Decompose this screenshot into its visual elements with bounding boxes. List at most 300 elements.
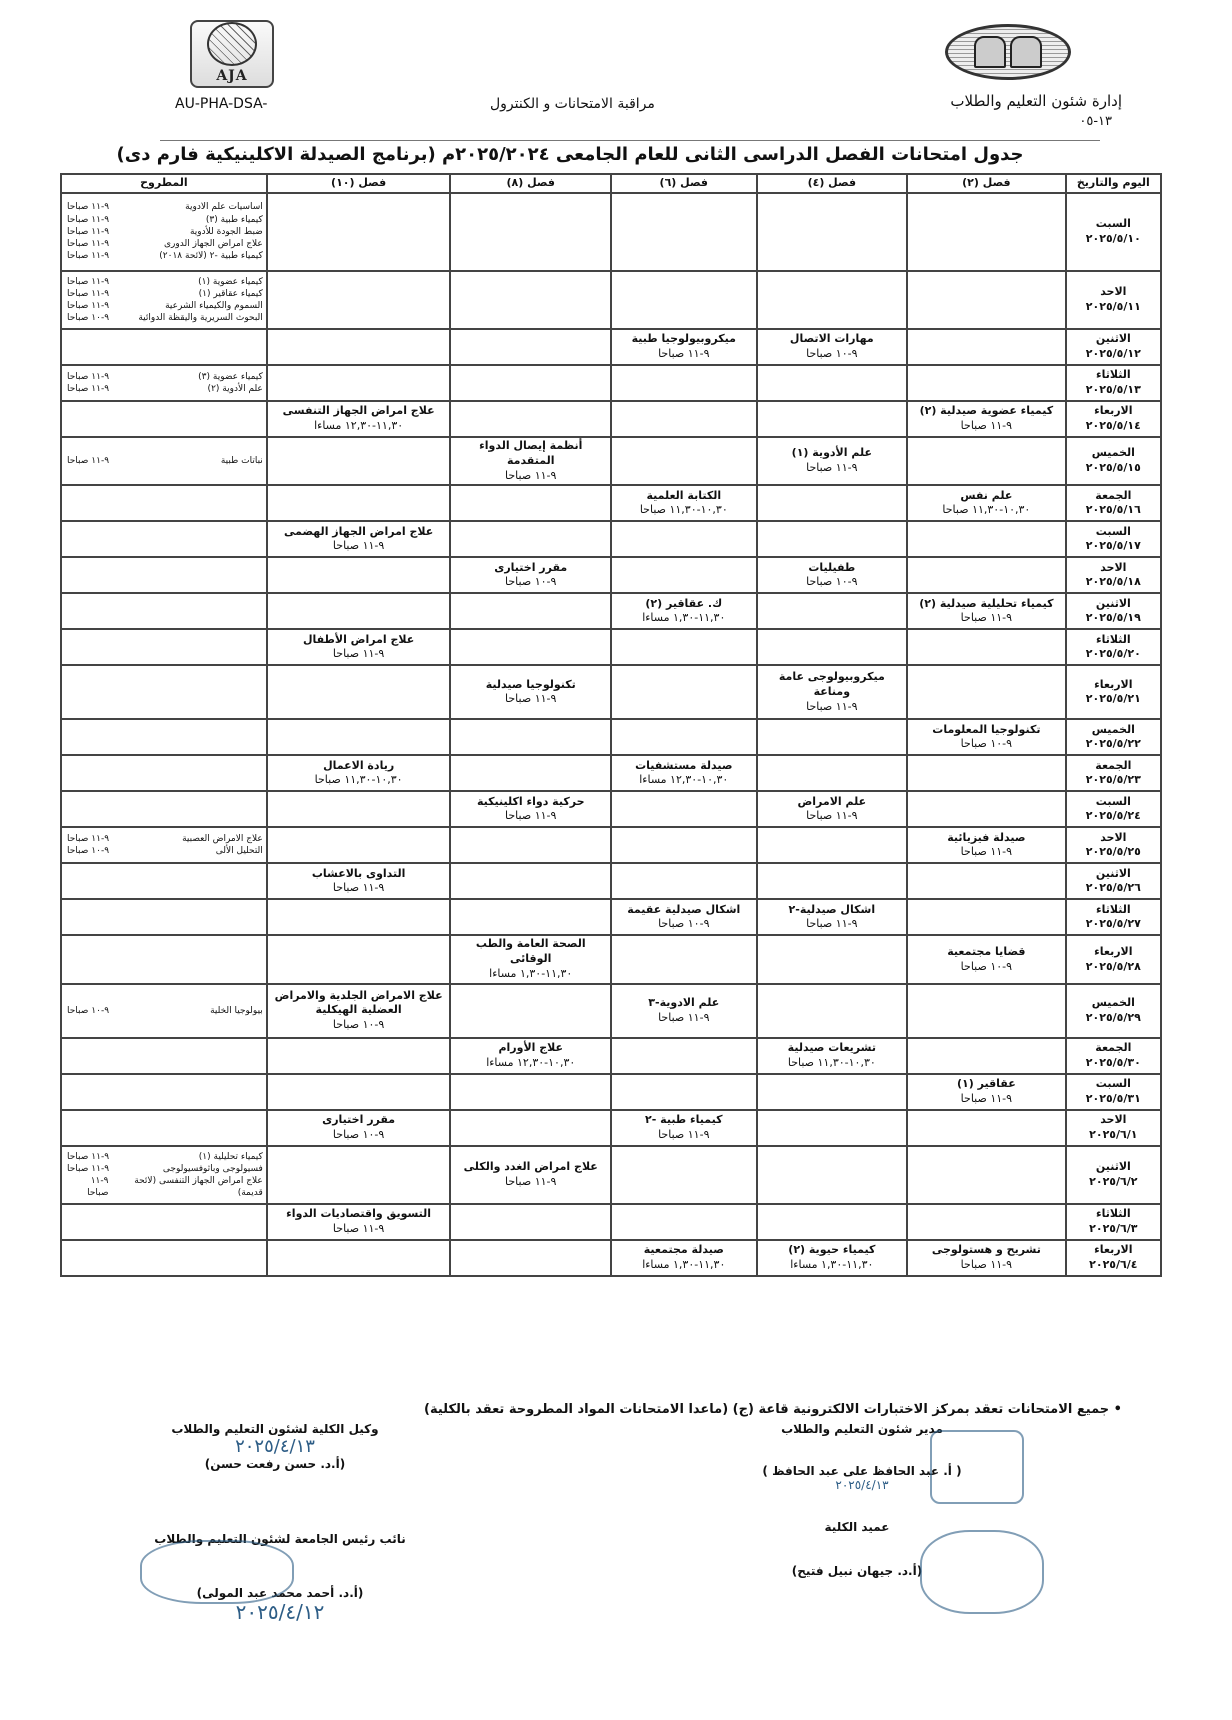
exam-schedule-table — [60, 173, 1162, 1277]
exam-time: ٩-١١ صباحا — [960, 611, 1013, 625]
exam-time: ٩-١١ صباحا — [67, 238, 110, 249]
exam-cell-f6 — [611, 827, 757, 863]
course-name: السموم والكيمياء الشرعية — [165, 300, 263, 311]
day-name: الاثنين — [1095, 866, 1131, 880]
course-name: اشكال صيدلية-٢ — [788, 902, 876, 916]
exam-cell-f2 — [907, 665, 1066, 719]
table-row — [61, 437, 1161, 486]
course-name: ميكروبيولوجيا طبية — [631, 332, 736, 345]
course-name: علاج امراض الجهاز الدورى — [164, 238, 263, 249]
table-row — [61, 629, 1161, 665]
table-body — [61, 193, 1161, 1276]
exam-entry — [271, 633, 447, 663]
exam-date: ٢٠٢٥/٥/٢٧ — [1085, 917, 1141, 931]
exam-time: ٩-١١ صباحا — [658, 1010, 710, 1024]
day-date-cell — [1066, 329, 1161, 365]
course-name: علاج امراض الغدد والكلى — [463, 1160, 598, 1174]
exam-date: ٢٠٢٥/٥/٢٨ — [1085, 959, 1141, 973]
exam-cell-f8 — [450, 485, 611, 521]
exam-cell-f6 — [611, 791, 757, 827]
exam-cell-f4 — [757, 665, 908, 719]
table-row — [61, 401, 1161, 437]
exam-time: ٩-١١ صباحا — [505, 809, 557, 823]
exam-cell-f10 — [267, 401, 451, 437]
offered-courses-cell — [61, 755, 267, 791]
offered-courses-cell — [61, 899, 267, 935]
exam-cell-f8 — [450, 1110, 611, 1146]
exam-cell-f8 — [450, 791, 611, 827]
handwritten-signature — [930, 1430, 1024, 1504]
exam-cell-f2 — [907, 1204, 1066, 1240]
offered-courses-cell — [61, 1240, 267, 1276]
course-name: كيمياء حيوية (٢) — [788, 1243, 876, 1257]
table-row — [61, 984, 1161, 1038]
exam-entry — [761, 446, 904, 476]
exam-entry — [911, 1077, 1062, 1107]
exam-cell-f10 — [267, 1038, 451, 1074]
globe-icon — [207, 22, 257, 66]
exam-cell-f6 — [611, 1204, 757, 1240]
day-date-cell — [1066, 593, 1161, 629]
exam-time: ٩-١١ صباحا — [67, 834, 110, 845]
signature-role: عميد الكلية — [824, 1520, 890, 1534]
exam-cell-f10 — [267, 629, 451, 665]
exam-entry — [615, 1113, 753, 1143]
header-divider — [160, 140, 1100, 141]
table-row — [61, 1240, 1161, 1276]
offered-course-entry — [65, 1163, 263, 1175]
exam-time: ٩-١١ صباحا — [332, 647, 385, 661]
table-row — [61, 863, 1161, 899]
table-row — [61, 329, 1161, 365]
exam-cell-f10 — [267, 329, 451, 365]
exam-time: ٩-١١ صباحا — [67, 276, 110, 287]
day-date-cell — [1066, 863, 1161, 899]
exam-cell-f4 — [757, 899, 908, 935]
exam-date: ٢٠٢٥/٥/١٧ — [1085, 539, 1141, 553]
exam-cell-f2 — [907, 557, 1066, 593]
exam-cell-f6 — [611, 1110, 757, 1146]
exam-date: ٢٠٢٥/٥/٢٦ — [1085, 881, 1141, 895]
day-name: الجمعة — [1095, 1041, 1132, 1055]
course-name: البحوث السريرية واليقظة الدوائية — [138, 312, 263, 323]
exam-time: ١٠,٣٠-١١,٣٠ صباحا — [942, 503, 1031, 517]
exam-cell-f4 — [757, 193, 908, 271]
day-name: السبت — [1095, 524, 1131, 538]
day-date-cell — [1066, 1204, 1161, 1240]
offered-course-entry — [65, 201, 263, 213]
exam-cell-f4 — [757, 1110, 908, 1146]
table-row — [61, 935, 1161, 984]
exam-time: ٩-١١ صباحا — [332, 881, 385, 895]
exam-cell-f2 — [907, 827, 1066, 863]
exam-date: ٢٠٢٥/٥/١٨ — [1085, 575, 1141, 589]
course-name: ضبط الجودة للأدوية — [189, 226, 263, 237]
exam-cell-f8 — [450, 557, 611, 593]
course-name: تكنولوجيا صيدلية — [485, 677, 576, 691]
emblem-panel-icon — [1010, 36, 1042, 68]
exam-time: ٩-١١ صباحا — [67, 251, 110, 262]
exam-cell-f8 — [450, 665, 611, 719]
day-date-cell — [1066, 665, 1161, 719]
day-name: الاربعاء — [1094, 1243, 1133, 1257]
department-number: ١٣-٠٥ — [1079, 114, 1112, 129]
exam-cell-f8 — [450, 755, 611, 791]
exam-date: ٢٠٢٥/٥/١١ — [1085, 299, 1141, 313]
offered-courses-cell — [61, 863, 267, 899]
offered-course-entry — [65, 214, 263, 226]
day-name: السبت — [1095, 794, 1131, 808]
day-name: الاربعاء — [1094, 677, 1133, 691]
day-name: الاثنين — [1095, 596, 1131, 610]
exam-entry — [911, 1243, 1062, 1273]
course-name: مهارات الاتصال — [789, 332, 874, 345]
day-name: الخميس — [1091, 996, 1135, 1010]
offered-courses-cell — [61, 984, 267, 1038]
course-name: كيمياء تحليلية صيدلية (٢) — [919, 596, 1054, 610]
offered-course-entry — [65, 455, 263, 467]
exam-time: ٩-١١ صباحا — [505, 468, 557, 482]
day-date-cell — [1066, 899, 1161, 935]
exam-time: ٩-١١ صباحا — [67, 214, 110, 225]
exam-cell-f4 — [757, 863, 908, 899]
offered-course-entry — [65, 371, 263, 383]
exam-entry — [761, 670, 904, 715]
course-name: كيمياء طبية (٣) — [205, 214, 263, 225]
exam-date: ٢٠٢٥/٥/٢٥ — [1085, 845, 1141, 859]
exam-cell-f2 — [907, 521, 1066, 557]
exam-cell-f6 — [611, 193, 757, 271]
column-header-level2: فصل (٢) — [907, 174, 1066, 193]
table-row — [61, 719, 1161, 755]
exam-entry — [454, 795, 607, 825]
offered-courses-cell — [61, 719, 267, 755]
offered-course-entry — [65, 312, 263, 324]
exam-time: ٩-١٠ صباحا — [658, 917, 710, 931]
day-name: الاحد — [1100, 830, 1127, 844]
offered-courses-cell — [61, 485, 267, 521]
page-title: جدول امتحانات الفصل الدراسى الثانى للعام الجامعى ٢٠٢٥/٢٠٢٤م (برنامج الصيدلة الاكلينيكية فارم دى) — [116, 144, 1024, 165]
exam-time: ٩-١١ صباحا — [960, 1257, 1013, 1271]
course-name: علاج الامراض الجلدية والامراض العضلية الهيكلية — [274, 988, 443, 1017]
exam-time: ٩-١٠ صباحا — [332, 1127, 385, 1141]
course-name: الصحة العامة والطب الوقائى — [475, 937, 586, 966]
exam-entry — [911, 831, 1062, 861]
column-header-day: اليوم والتاريخ — [1066, 174, 1161, 193]
exam-entry — [615, 597, 753, 627]
exam-cell-f2 — [907, 863, 1066, 899]
exam-cell-f6 — [611, 629, 757, 665]
exam-time: ٩-١١ صباحا — [505, 692, 557, 706]
exam-cell-f4 — [757, 1146, 908, 1204]
offered-courses-cell — [61, 629, 267, 665]
exam-cell-f4 — [757, 329, 908, 365]
day-date-cell — [1066, 1038, 1161, 1074]
exam-cell-f2 — [907, 329, 1066, 365]
offered-courses-cell — [61, 1074, 267, 1110]
day-date-cell — [1066, 1240, 1161, 1276]
exam-time: ١٠,٣٠-١١,٣٠ صباحا — [639, 503, 728, 517]
table-header-row — [61, 174, 1161, 193]
exam-cell-f8 — [450, 935, 611, 984]
exam-cell-f10 — [267, 593, 451, 629]
course-name: التسويق واقتصاديات الدواء — [286, 1207, 432, 1221]
exam-date: ٢٠٢٥/٦/١ — [1089, 1127, 1138, 1141]
offered-course-entry — [65, 300, 263, 312]
course-name: كيمياء عقاقير (١) — [198, 288, 263, 299]
exam-time: ٩-١١ صباحا — [960, 1091, 1013, 1105]
signature-block-vice-dean — [160, 1422, 390, 1471]
table-row — [61, 193, 1161, 271]
exam-time: ٩-١١ صباحا — [658, 346, 710, 360]
signature-date: ٢٠٢٥/٤/١٣ — [835, 1478, 889, 1492]
exam-cell-f6 — [611, 365, 757, 401]
exam-cell-f8 — [450, 329, 611, 365]
exam-cell-f10 — [267, 521, 451, 557]
signature-name: (أ.د. حسن رفعت حسن) — [204, 1457, 346, 1471]
exam-cell-f4 — [757, 557, 908, 593]
course-name: ميكروبيولوجى عامة ومناعة — [778, 670, 885, 698]
day-date-cell — [1066, 521, 1161, 557]
day-date-cell — [1066, 193, 1161, 271]
day-name: الاثنين — [1095, 1160, 1131, 1174]
course-name: علاج الامراض العصبية — [182, 834, 263, 845]
exam-time: ١١,٣٠-١,٣٠ مساءا — [790, 1257, 874, 1271]
offered-course-entry — [65, 1175, 263, 1199]
exam-cell-f10 — [267, 665, 451, 719]
exam-entry — [271, 525, 447, 555]
exam-cell-f10 — [267, 557, 451, 593]
exam-cell-f4 — [757, 1204, 908, 1240]
exam-cell-f2 — [907, 1038, 1066, 1074]
emblem-panel-icon — [974, 36, 1006, 68]
exam-cell-f4 — [757, 401, 908, 437]
course-name: صيدلة مجتمعية — [643, 1243, 724, 1257]
exam-cell-f2 — [907, 1074, 1066, 1110]
exam-cell-f4 — [757, 935, 908, 984]
exam-cell-f6 — [611, 485, 757, 521]
exam-time: ١٠,٣٠-١٢,٣٠ مساءا — [486, 1055, 576, 1069]
exam-cell-f8 — [450, 1240, 611, 1276]
exam-cell-f10 — [267, 485, 451, 521]
exam-cell-f10 — [267, 271, 451, 329]
exam-cell-f6 — [611, 935, 757, 984]
exam-cell-f10 — [267, 193, 451, 271]
exam-cell-f4 — [757, 1240, 908, 1276]
exam-cell-f10 — [267, 365, 451, 401]
day-name: الجمعة — [1095, 488, 1132, 502]
exam-cell-f10 — [267, 899, 451, 935]
exam-cell-f6 — [611, 1240, 757, 1276]
course-name: كيمياء طبية -٢ (لائحة ٢٠١٨) — [159, 251, 263, 262]
document-code: AU-PHA-DSA- — [175, 96, 268, 112]
exam-cell-f4 — [757, 984, 908, 1038]
offered-courses-cell — [61, 329, 267, 365]
exam-cell-f4 — [757, 629, 908, 665]
exam-entry — [615, 759, 753, 789]
exam-entry — [454, 561, 607, 591]
day-name: الاحد — [1100, 560, 1127, 574]
exam-cell-f10 — [267, 719, 451, 755]
course-name: طفيليات — [808, 560, 856, 574]
control-office-label: مراقبة الامتحانات و الكنترول — [490, 96, 655, 112]
day-date-cell — [1066, 827, 1161, 863]
offered-courses-cell — [61, 935, 267, 984]
exam-entry — [761, 1041, 904, 1071]
exam-time: ٩-١٠ صباحا — [806, 346, 858, 360]
exam-entry — [911, 945, 1062, 975]
exam-entry — [454, 678, 607, 708]
exam-cell-f2 — [907, 437, 1066, 486]
signature-name: (أ.د. أحمد محمد عبد المولى) — [196, 1586, 364, 1600]
offered-course-entry — [65, 845, 263, 857]
column-header-level10: فصل (١٠) — [267, 174, 451, 193]
exam-time: ٩-١١ صباحا — [960, 418, 1013, 432]
offered-course-entry — [65, 1005, 263, 1017]
offered-course-entry — [65, 383, 263, 395]
exam-cell-f10 — [267, 1074, 451, 1110]
table-row — [61, 271, 1161, 329]
exam-cell-f2 — [907, 984, 1066, 1038]
table-row — [61, 755, 1161, 791]
exam-cell-f6 — [611, 1038, 757, 1074]
offered-courses-cell — [61, 193, 267, 271]
course-name: فسيولوجى وباثوفسيولوجى — [162, 1163, 263, 1174]
footer-note-text: جميع الامتحانات تعقد بمركز الاختبارات الالكترونية قاعة (ج) (ماعدا الامتحانات المواد المطروحة تعقد بالكلية) — [424, 1402, 1110, 1417]
offered-courses-cell — [61, 827, 267, 863]
column-header-level4: فصل (٤) — [757, 174, 908, 193]
exam-time: ٩-١١ صباحا — [332, 1221, 385, 1235]
course-name: ك. عقاقير (٢) — [645, 596, 723, 610]
day-date-cell — [1066, 719, 1161, 755]
course-name: حركية دواء اكلينيكية — [476, 794, 585, 808]
exam-cell-f6 — [611, 719, 757, 755]
exam-entry — [271, 989, 447, 1034]
day-date-cell — [1066, 755, 1161, 791]
exam-cell-f8 — [450, 863, 611, 899]
exam-cell-f6 — [611, 329, 757, 365]
offered-courses-cell — [61, 521, 267, 557]
exam-cell-f10 — [267, 1110, 451, 1146]
day-name: الثلاثاء — [1096, 1207, 1131, 1221]
exam-time: ٩-١٠ صباحا — [806, 575, 858, 589]
course-name: كيمياء عضوية صيدلية (٢) — [919, 404, 1054, 417]
exam-time: ٩-١١ صباحا — [87, 1175, 109, 1199]
course-name: علم نفس — [960, 488, 1013, 502]
exam-time: ١١,٣٠-١٢,٣٠ مساءا — [314, 418, 404, 432]
offered-course-entry — [65, 833, 263, 845]
course-name: الكتابة العلمية — [646, 488, 722, 502]
signature-role: نائب رئيس الجامعة لشئون التعليم والطلاب — [154, 1532, 406, 1546]
exam-date: ٢٠٢٥/٥/١٩ — [1085, 611, 1141, 625]
exam-date: ٢٠٢٥/٥/١٣ — [1085, 382, 1141, 396]
exam-entry — [615, 903, 753, 933]
exam-date: ٢٠٢٥/٥/٢٤ — [1085, 809, 1141, 823]
day-date-cell — [1066, 791, 1161, 827]
exam-time: ٩-١١ صباحا — [658, 1127, 710, 1141]
exam-entry — [615, 1243, 753, 1273]
offered-course-entry — [65, 1151, 263, 1163]
exam-cell-f2 — [907, 899, 1066, 935]
exam-cell-f8 — [450, 1146, 611, 1204]
exam-cell-f8 — [450, 899, 611, 935]
exam-cell-f4 — [757, 271, 908, 329]
exam-entry — [454, 937, 607, 982]
exam-cell-f10 — [267, 1240, 451, 1276]
footer-note: • جميع الامتحانات تعقد بمركز الاختبارات الالكترونية قاعة (ج) (ماعدا الامتحانات المواد المطروحة تعقد بالكلية) — [424, 1402, 1122, 1417]
day-name: الثلاثاء — [1096, 632, 1131, 646]
exam-cell-f4 — [757, 365, 908, 401]
table-row — [61, 365, 1161, 401]
day-name: السبت — [1095, 217, 1131, 230]
course-name: التداوى بالاعشاب — [311, 866, 406, 880]
exam-cell-f6 — [611, 521, 757, 557]
table-row — [61, 1146, 1161, 1204]
course-name: علاج امراض الأطفال — [302, 632, 415, 646]
exam-time: ١١,٣٠-١,٣٠ مساءا — [489, 967, 573, 981]
table-row — [61, 1074, 1161, 1110]
exam-time: ٩-١١ صباحا — [806, 917, 858, 931]
exam-time: ١٠,٣٠-١٢,٣٠ مساءا — [639, 773, 729, 787]
handwritten-signature — [920, 1530, 1044, 1614]
day-name: الاربعاء — [1094, 404, 1133, 417]
exam-entry — [911, 597, 1062, 627]
day-date-cell — [1066, 437, 1161, 486]
exam-cell-f6 — [611, 899, 757, 935]
table-row — [61, 899, 1161, 935]
exam-time: ٩-١٠ صباحا — [332, 1018, 385, 1032]
exam-cell-f2 — [907, 1110, 1066, 1146]
exam-cell-f6 — [611, 863, 757, 899]
exam-cell-f10 — [267, 935, 451, 984]
offered-courses-cell — [61, 437, 267, 486]
day-date-cell — [1066, 1146, 1161, 1204]
offered-courses-cell — [61, 1038, 267, 1074]
exam-cell-f8 — [450, 629, 611, 665]
offered-courses-cell — [61, 557, 267, 593]
offered-courses-cell — [61, 271, 267, 329]
exam-cell-f2 — [907, 935, 1066, 984]
exam-cell-f8 — [450, 1038, 611, 1074]
exam-cell-f8 — [450, 437, 611, 486]
offered-courses-cell — [61, 1146, 267, 1204]
exam-entry — [454, 1041, 607, 1071]
exam-date: ٢٠٢٥/٥/١٠ — [1085, 231, 1141, 245]
offered-course-entry — [65, 226, 263, 238]
day-date-cell — [1066, 271, 1161, 329]
day-date-cell — [1066, 984, 1161, 1038]
offered-courses-cell — [61, 1204, 267, 1240]
exam-cell-f8 — [450, 365, 611, 401]
exam-entry — [761, 561, 904, 591]
exam-cell-f6 — [611, 271, 757, 329]
day-name: الثلاثاء — [1096, 368, 1131, 381]
offered-courses-cell — [61, 791, 267, 827]
exam-date: ٢٠٢٥/٥/٢٣ — [1085, 773, 1141, 787]
offered-courses-cell — [61, 1110, 267, 1146]
table-row — [61, 485, 1161, 521]
course-name: صيدلة مستشفيات — [635, 758, 733, 772]
exam-cell-f4 — [757, 1074, 908, 1110]
exam-cell-f6 — [611, 755, 757, 791]
exam-cell-f6 — [611, 437, 757, 486]
signature-name: ( أ. عبد الحافظ على عبد الحافظ ) — [762, 1464, 962, 1478]
exam-entry — [271, 867, 447, 897]
exam-date: ٢٠٢٥/٥/٢٠ — [1085, 647, 1141, 661]
course-name: كيمياء عضوية (١) — [198, 276, 263, 287]
course-name: علاج امراض الجهاز الهضمى — [283, 524, 434, 538]
handwritten-signature — [140, 1540, 294, 1604]
